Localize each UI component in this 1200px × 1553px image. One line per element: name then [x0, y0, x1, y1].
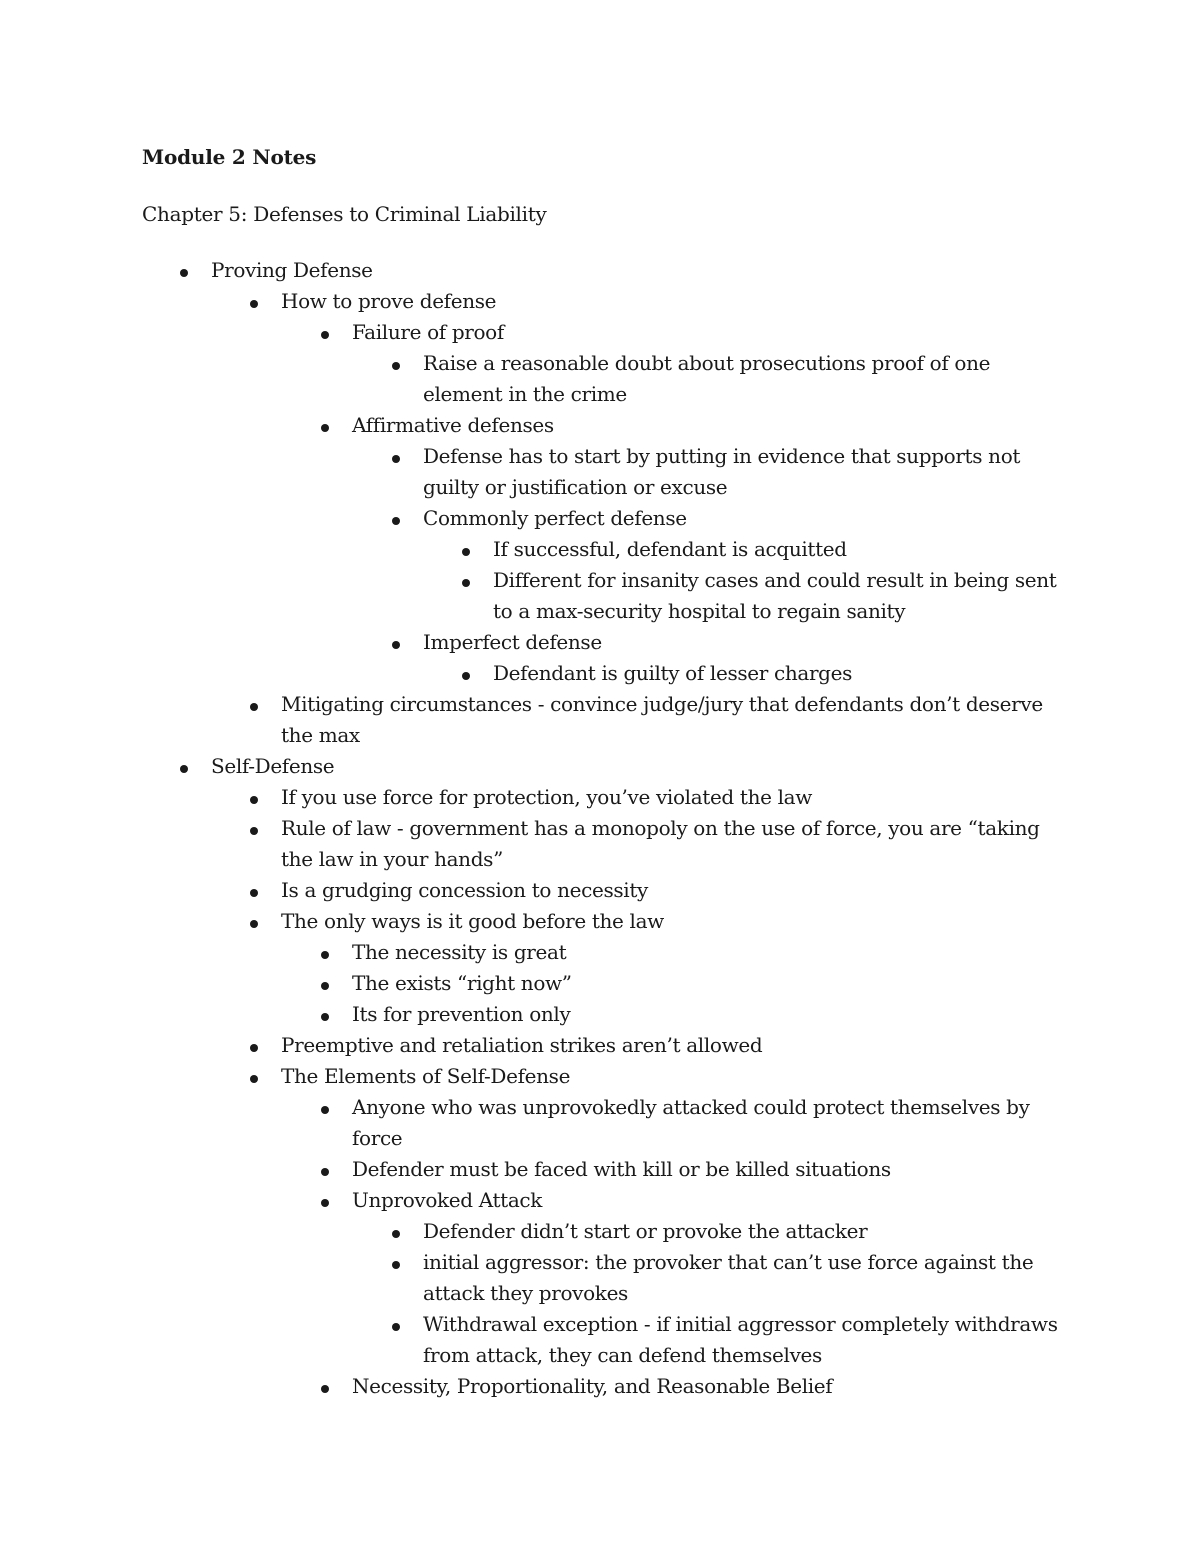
outline-item-text: Defender must be faced with kill or be killed situations — [352, 1157, 891, 1181]
bullet-icon — [180, 269, 188, 277]
outline-item-level-1 — [211, 751, 1071, 782]
outline-item-text: Proving Defense — [211, 258, 373, 282]
outline-item-level-4 — [423, 441, 1063, 503]
outline-item-level-4 — [423, 1216, 1063, 1247]
bullet-icon — [392, 641, 400, 649]
outline-item-text: Preemptive and retaliation strikes aren’t allowed — [281, 1033, 763, 1057]
outline-item-text: The only ways is it good before the law — [281, 909, 664, 933]
bullet-icon — [250, 300, 258, 308]
outline-item-level-2 — [281, 782, 1071, 813]
document-title: Module 2 Notes — [142, 145, 317, 169]
outline-item-text: The exists “right now” — [352, 971, 572, 995]
bullet-icon — [462, 672, 470, 680]
outline-item-text: How to prove defense — [281, 289, 497, 313]
outline-item-level-4 — [423, 1247, 1063, 1309]
outline-item-level-4 — [423, 503, 1063, 534]
chapter-heading: Chapter 5: Defenses to Criminal Liability — [142, 202, 547, 226]
outline-item-level-2 — [281, 689, 1071, 751]
outline-item-level-2 — [281, 813, 1071, 875]
outline-item-text: The Elements of Self-Defense — [281, 1064, 571, 1088]
bullet-icon — [392, 455, 400, 463]
outline-item-text: Anyone who was unprovokedly attacked could protect themselves by force — [352, 1095, 1030, 1150]
bullet-icon — [321, 331, 329, 339]
bullet-icon — [180, 765, 188, 773]
outline-item-level-2 — [281, 1030, 1071, 1061]
outline-item-text: Defense has to start by putting in evidence that supports not guilty or justification or excuse — [423, 444, 1021, 499]
outline-item-text: Affirmative defenses — [352, 413, 554, 437]
outline-item-level-3 — [352, 937, 1072, 968]
bullet-icon — [250, 889, 258, 897]
outline-item-text: Rule of law - government has a monopoly on the use of force, you are “taking the law in your hands” — [281, 816, 1040, 871]
outline-item-text: Different for insanity cases and could result in being sent to a max-security hospital to regain sanity — [493, 568, 1057, 623]
bullet-icon — [321, 1106, 329, 1114]
outline-item-text: Raise a reasonable doubt about prosecutions proof of one element in the crime — [423, 351, 991, 406]
outline-item-text: If successful, defendant is acquitted — [493, 537, 847, 561]
outline-item-level-3 — [352, 410, 1072, 441]
bullet-icon — [321, 982, 329, 990]
bullet-icon — [392, 517, 400, 525]
outline-item-level-2 — [281, 1061, 1071, 1092]
outline-item-text: Commonly perfect defense — [423, 506, 687, 530]
outline-item-level-4 — [423, 348, 1063, 410]
bullet-icon — [321, 1385, 329, 1393]
outline-item-level-3 — [352, 1185, 1072, 1216]
bullet-icon — [321, 1199, 329, 1207]
outline-item-level-3 — [352, 968, 1072, 999]
bullet-icon — [321, 1013, 329, 1021]
outline-item-text: Necessity, Proportionality, and Reasonable Belief — [352, 1374, 833, 1398]
outline-item-text: Withdrawal exception - if initial aggressor completely withdraws from attack, they can defend themselves — [423, 1312, 1058, 1367]
outline-item-text: Defender didn’t start or provoke the attacker — [423, 1219, 868, 1243]
bullet-icon — [462, 579, 470, 587]
outline-item-level-5 — [493, 565, 1073, 627]
outline-item-text: Defendant is guilty of lesser charges — [493, 661, 853, 685]
bullet-icon — [321, 424, 329, 432]
outline-item-level-2 — [281, 875, 1071, 906]
outline-item-text: The necessity is great — [352, 940, 567, 964]
outline-item-text: Imperfect defense — [423, 630, 602, 654]
outline-item-level-3 — [352, 1092, 1072, 1154]
outline-item-level-4 — [423, 1309, 1063, 1371]
bullet-icon — [250, 1044, 258, 1052]
bullet-icon — [392, 1261, 400, 1269]
outline-item-level-3 — [352, 1371, 1072, 1402]
bullet-icon — [250, 796, 258, 804]
outline-item-text: Unprovoked Attack — [352, 1188, 543, 1212]
bullet-icon — [392, 362, 400, 370]
bullet-icon — [250, 827, 258, 835]
outline-item-level-5 — [493, 534, 1073, 565]
outline-item-level-3 — [352, 999, 1072, 1030]
outline-item-level-2 — [281, 286, 1071, 317]
bullet-icon — [250, 1075, 258, 1083]
bullet-icon — [250, 703, 258, 711]
outline-item-level-1 — [211, 255, 1071, 286]
bullet-icon — [392, 1323, 400, 1331]
outline-item-text: Is a grudging concession to necessity — [281, 878, 648, 902]
outline-item-text: Its for prevention only — [352, 1002, 571, 1026]
bullet-icon — [462, 548, 470, 556]
bullet-icon — [321, 951, 329, 959]
bullet-icon — [392, 1230, 400, 1238]
outline-item-text: If you use force for protection, you’ve violated the law — [281, 785, 812, 809]
bullet-icon — [250, 920, 258, 928]
outline-item-text: initial aggressor: the provoker that can’t use force against the attack they provokes — [423, 1250, 1034, 1305]
outline-item-level-4 — [423, 627, 1063, 658]
outline-item-level-3 — [352, 1154, 1072, 1185]
bullet-icon — [321, 1168, 329, 1176]
outline-item-text: Mitigating circumstances - convince judge/jury that defendants don’t deserve the max — [281, 692, 1043, 747]
outline-item-text: Failure of proof — [352, 320, 504, 344]
outline-item-level-2 — [281, 906, 1071, 937]
outline-item-text: Self-Defense — [211, 754, 335, 778]
outline-item-level-5 — [493, 658, 1073, 689]
notes-outline — [0, 255, 1200, 1402]
outline-item-level-3 — [352, 317, 1072, 348]
